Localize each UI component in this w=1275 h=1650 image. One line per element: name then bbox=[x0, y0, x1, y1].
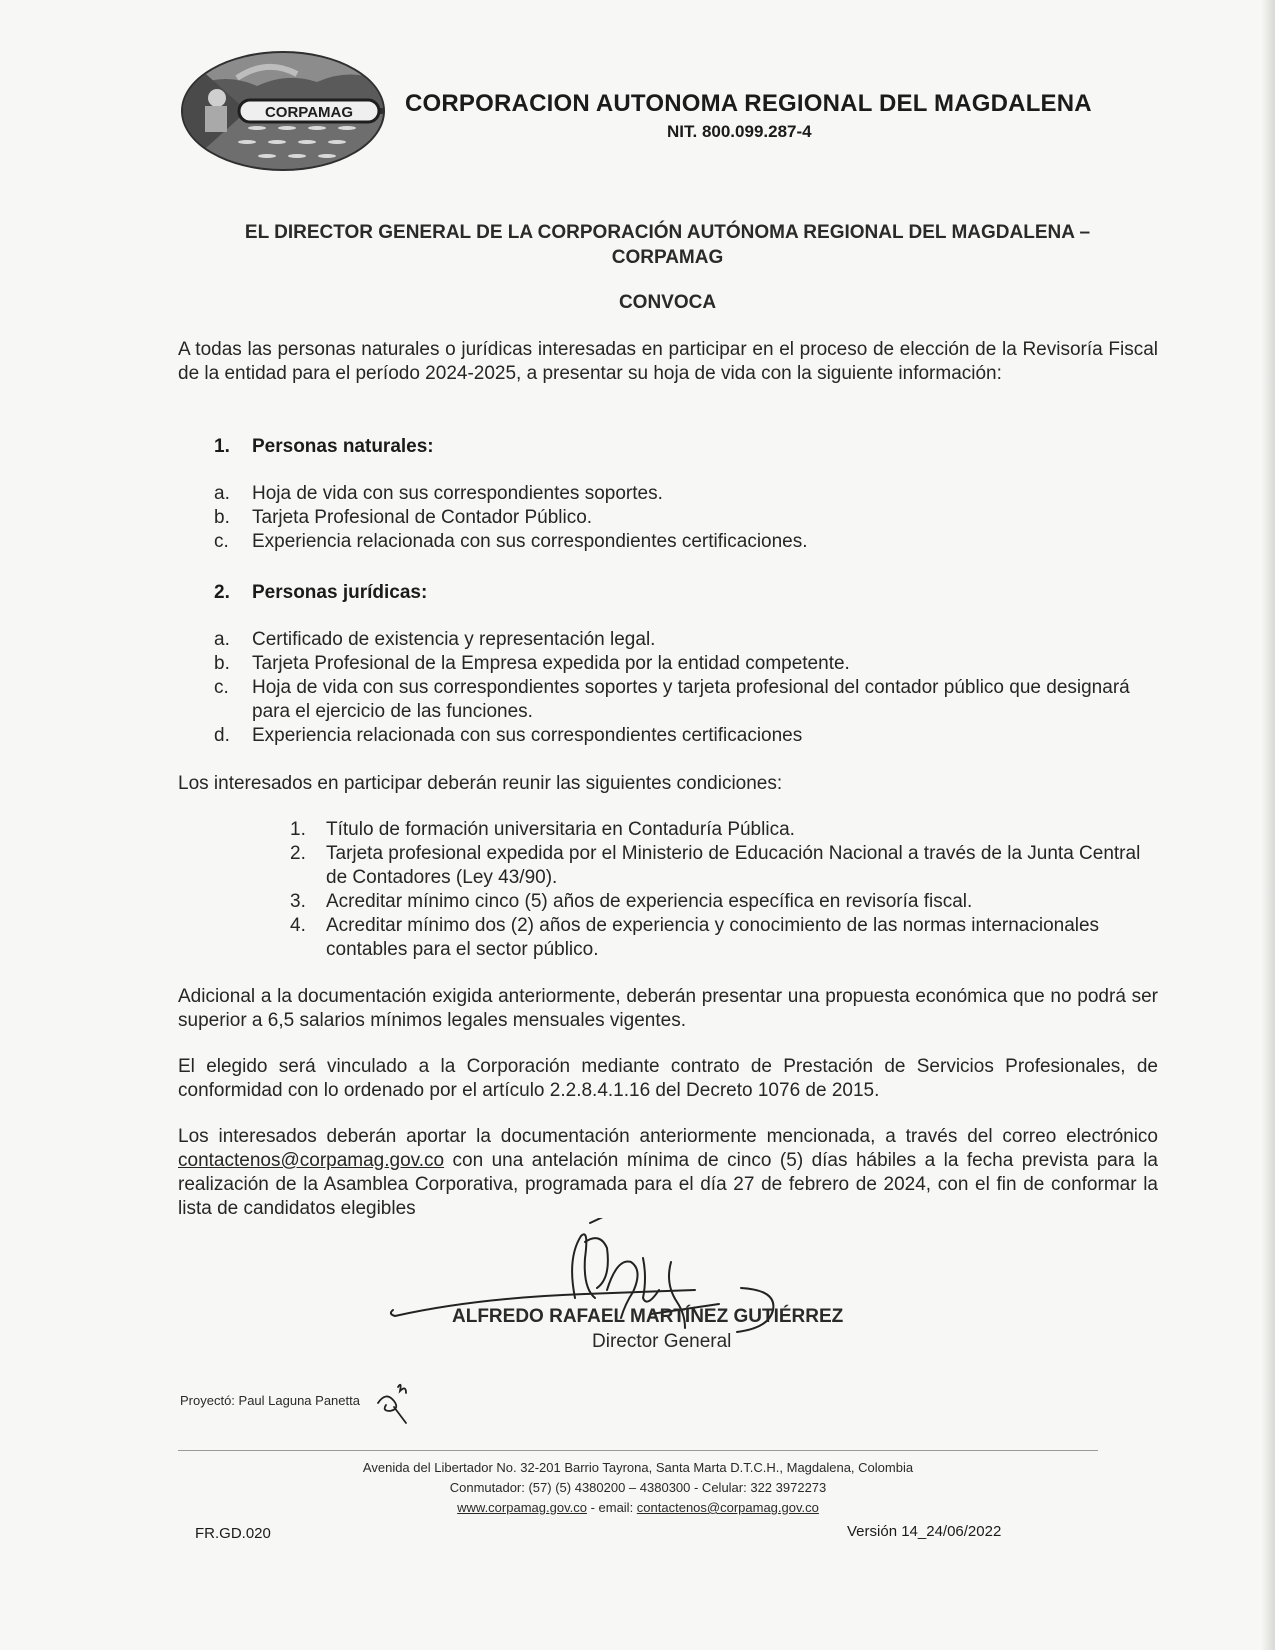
intro-paragraph: A todas las personas naturales o jurídicas interesadas en participar en el proceso de elección de la Revisoría Fiscal de la entidad para el período 2024-2025, a presentar su hoja de vida con la siguiente información: bbox=[178, 339, 1158, 384]
list-marker: 3. bbox=[290, 891, 306, 912]
economic-proposal-paragraph: Adicional a la documentación exigida anteriormente, deberán presentar una propuesta económica que no podrá ser superior a 6,5 salarios mínimos legales mensuales vigentes. bbox=[178, 986, 1158, 1031]
section-1-title: Personas naturales: bbox=[252, 436, 434, 457]
nit-number: NIT. 800.099.287-4 bbox=[667, 122, 812, 141]
section-2-list bbox=[214, 628, 1164, 748]
list-marker: 2. bbox=[290, 843, 306, 864]
list-item-text: Título de formación universitaria en Contaduría Pública. bbox=[326, 819, 795, 840]
list-item bbox=[214, 628, 1164, 652]
footer-address: Avenida del Libertador No. 32-201 Barrio Tayrona, Santa Marta D.T.C.H., Magdalena, Colombia bbox=[362, 1460, 914, 1475]
section-2-title: Personas jurídicas: bbox=[252, 582, 428, 603]
submission-text-start: Los interesados deberán aportar la documentación anteriormente mencionada, a través del correo electrónico bbox=[178, 1126, 1158, 1147]
footer-contact bbox=[178, 1458, 1098, 1518]
list-marker: c. bbox=[214, 531, 229, 552]
handwritten-initials bbox=[376, 1377, 412, 1425]
list-item bbox=[290, 818, 1165, 842]
list-item bbox=[290, 842, 1165, 890]
list-item bbox=[214, 724, 1164, 748]
section-2-heading bbox=[214, 582, 427, 604]
list-marker: a. bbox=[214, 483, 230, 504]
organization-name: CORPORACION AUTONOMA REGIONAL DEL MAGDALENA bbox=[405, 90, 1092, 117]
convoca-heading: CONVOCA bbox=[618, 292, 717, 313]
list-marker: c. bbox=[214, 677, 229, 698]
signer-name: ALFREDO RAFAEL MARTÍNEZ GUTIÉRREZ bbox=[452, 1306, 844, 1327]
page-edge bbox=[1261, 0, 1275, 1650]
list-item bbox=[290, 890, 1165, 914]
footer-divider bbox=[178, 1450, 1098, 1451]
contract-paragraph: El elegido será vinculado a la Corporación mediante contrato de Prestación de Servicios Profesionales, de conformidad con lo ordenado por el artículo 2.2.8.4.1.16 del Decreto 1076 de 2015. bbox=[178, 1056, 1158, 1101]
submission-paragraph bbox=[178, 1125, 1158, 1221]
email-label: - email: bbox=[586, 1500, 637, 1515]
section-2-number: 2. bbox=[214, 582, 230, 603]
footer-email-link[interactable]: contactenos@corpamag.gov.co bbox=[636, 1500, 819, 1515]
document-title bbox=[170, 220, 1165, 270]
form-code: FR.GD.020 bbox=[195, 1525, 271, 1542]
list-marker: a. bbox=[214, 629, 230, 650]
list-item-text: Certificado de existencia y representación legal. bbox=[252, 629, 656, 650]
list-item-text: Experiencia relacionada con sus correspondientes certificaciones bbox=[252, 725, 803, 746]
list-item bbox=[214, 676, 1164, 724]
conditions-intro: Los interesados en participar deberán reunir las siguientes condiciones: bbox=[178, 773, 783, 794]
title-line-1: EL DIRECTOR GENERAL DE LA CORPORACIÓN AUTÓNOMA REGIONAL DEL MAGDALENA – bbox=[244, 222, 1091, 243]
list-marker: 4. bbox=[290, 915, 306, 936]
list-item-text: Acreditar mínimo dos (2) años de experiencia y conocimiento de las normas internacionales contables para el sector público. bbox=[326, 915, 1100, 960]
list-item-text: Experiencia relacionada con sus correspondientes certificaciones. bbox=[252, 531, 808, 552]
list-item-text: Hoja de vida con sus correspondientes soportes. bbox=[252, 483, 663, 504]
list-item bbox=[214, 506, 1164, 530]
list-item bbox=[290, 914, 1165, 962]
list-marker: 1. bbox=[290, 819, 306, 840]
list-item-text: Tarjeta Profesional de Contador Público. bbox=[252, 507, 593, 528]
svg-text:CORPAMAG: CORPAMAG bbox=[264, 104, 354, 121]
section-1-heading bbox=[214, 436, 434, 458]
footer-phones: Conmutador: (57) (5) 4380200 – 4380300 - Celular: 322 3972273 bbox=[449, 1480, 827, 1495]
email-link[interactable]: contactenos@corpamag.gov.co bbox=[178, 1150, 445, 1171]
title-line-2: CORPAMAG bbox=[611, 247, 724, 268]
list-item-text: Acreditar mínimo cinco (5) años de experiencia específica en revisoría fiscal. bbox=[326, 891, 973, 912]
corpamag-logo bbox=[177, 48, 389, 174]
list-item-text: Hoja de vida con sus correspondientes soportes y tarjeta profesional del contador público que designará para el ejercicio de las funciones. bbox=[252, 677, 1130, 722]
list-item bbox=[214, 530, 1164, 554]
submission-text-end: con una antelación mínima de cinco (5) días hábiles a la fecha prevista para la realización de la Asamblea Corporativa, programada para el día 27 de febrero de 2024, con el fin de conformar la lista de candidatos elegibles bbox=[178, 1150, 1158, 1219]
list-marker: d. bbox=[214, 725, 230, 746]
signer-role: Director General bbox=[592, 1331, 732, 1352]
list-item-text: Tarjeta profesional expedida por el Ministerio de Educación Nacional a través de la Junta Central de Contadores (Ley 43/90). bbox=[326, 843, 1141, 888]
list-marker: b. bbox=[214, 507, 230, 528]
website-link[interactable]: www.corpamag.gov.co bbox=[457, 1500, 587, 1515]
list-item bbox=[214, 652, 1164, 676]
footer-web-email bbox=[178, 1498, 1098, 1518]
prepared-by: Proyectó: Paul Laguna Panetta bbox=[180, 1393, 360, 1408]
section-1-number: 1. bbox=[214, 436, 230, 457]
list-item bbox=[214, 482, 1164, 506]
list-item-text: Tarjeta Profesional de la Empresa expedida por la entidad competente. bbox=[252, 653, 850, 674]
list-marker: b. bbox=[214, 653, 230, 674]
document-version: Versión 14_24/06/2022 bbox=[847, 1523, 1002, 1540]
section-1-list bbox=[214, 482, 1164, 554]
conditions-list bbox=[290, 818, 1165, 962]
